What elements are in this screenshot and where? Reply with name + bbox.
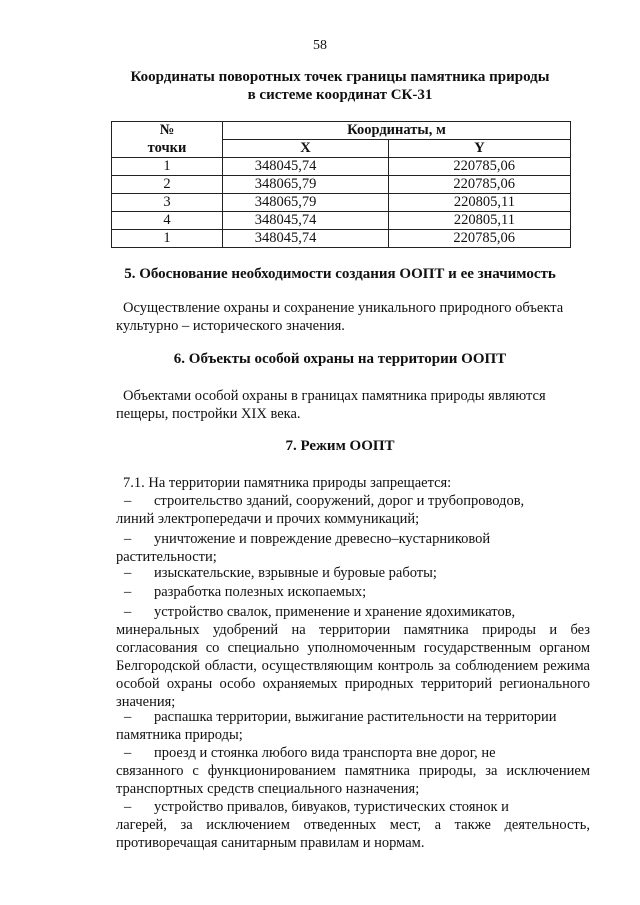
list-item-continuation: растительности;: [116, 549, 217, 565]
list-item-first-line: изыскательские, взрывные и буровые работы;: [154, 565, 437, 581]
title-line-1: Координаты поворотных точек границы памятника природы: [130, 69, 550, 85]
table-row: [112, 176, 571, 194]
table-row: [112, 212, 571, 230]
table-row: [112, 194, 571, 212]
cell-x: 348065,79: [223, 194, 389, 212]
list-item: [116, 708, 590, 744]
cell-y: 220805,11: [389, 212, 571, 230]
header-y: Y: [389, 140, 571, 158]
list-item: [116, 492, 590, 528]
cell-x: 348045,74: [223, 158, 389, 176]
section-5-heading: 5. Обоснование необходимости создания ООПТ и ее значимость: [124, 266, 556, 282]
list-item-first-line: строительство зданий, сооружений, дорог и трубопроводов,: [154, 493, 525, 509]
list-item: [116, 603, 590, 711]
list-dash: –: [124, 531, 132, 547]
table-row: [112, 230, 571, 248]
table-row: [112, 158, 571, 176]
list-item-first-line: уничтожение и повреждение древесно–кустарниковой: [154, 531, 491, 547]
list-item-continuation: лагерей, за исключением отведенных мест, а также деятельность, противоречащая санитарным правилам и нормам.: [116, 817, 590, 851]
list-item-first-line: проезд и стоянка любого вида транспорта вне дорог, не: [154, 745, 496, 761]
list-dash: –: [124, 493, 132, 509]
list-item-continuation: памятника природы;: [116, 727, 243, 743]
list-item-continuation: линий электропередачи и прочих коммуникаций;: [116, 511, 420, 527]
list-dash: –: [124, 745, 132, 761]
header-coordinates: Координаты, м: [223, 122, 571, 140]
cell-y: 220785,06: [389, 158, 571, 176]
header-point-label: точки: [112, 140, 223, 158]
list-item: [116, 744, 590, 798]
section-7-heading: 7. Режим ООПТ: [285, 438, 395, 454]
list-item-first-line: устройство привалов, бивуаков, туристических стоянок и: [154, 799, 509, 815]
section-6-heading: 6. Объекты особой охраны на территории ООПТ: [173, 351, 507, 367]
cell-x: 348045,74: [223, 212, 389, 230]
cell-point: 2: [112, 176, 223, 194]
list-item-continuation: минеральных удобрений на территории памятника природы и без согласования со специально уполномоченным государственным органом Белгородской области, осуществляющим контроль за соблюдением режима особой охраны особо охраняемых природных территорий регионального значения;: [116, 622, 590, 710]
list-dash: –: [124, 584, 132, 600]
header-x: X: [223, 140, 389, 158]
section-5-line-1: Осуществление охраны и сохранение уникального природного объекта: [123, 300, 564, 316]
list-item-first-line: устройство свалок, применение и хранение ядохимикатов,: [154, 604, 516, 620]
list-item-first-line: распашка территории, выжигание растительности на территории: [154, 709, 557, 725]
section-6-line-1: Объектами особой охраны в границах памятника природы являются: [123, 388, 546, 404]
coordinates-title: [60, 68, 620, 104]
cell-y: 220785,06: [389, 176, 571, 194]
list-dash: –: [124, 604, 132, 620]
cell-y: 220805,11: [389, 194, 571, 212]
list-item: [116, 583, 590, 601]
header-point-no: №: [112, 122, 223, 140]
cell-x: 348045,74: [223, 230, 389, 248]
cell-point: 4: [112, 212, 223, 230]
cell-x: 348065,79: [223, 176, 389, 194]
cell-y: 220785,06: [389, 230, 571, 248]
section-6-line-2: пещеры, постройки XIX века.: [116, 406, 301, 422]
section-7-intro-text: 7.1. На территории памятника природы запрещается:: [123, 475, 452, 491]
list-dash: –: [124, 799, 132, 815]
list-item: [116, 798, 590, 852]
section-6-text: [116, 387, 590, 423]
section-7-intro: [116, 474, 590, 492]
list-dash: –: [124, 565, 132, 581]
coordinates-table: [111, 121, 571, 248]
page-number: 58: [313, 38, 327, 53]
cell-point: 1: [112, 158, 223, 176]
cell-point: 1: [112, 230, 223, 248]
list-dash: –: [124, 709, 132, 725]
list-item-first-line: разработка полезных ископаемых;: [154, 584, 367, 600]
section-5-text: [116, 299, 590, 335]
list-item-continuation: связанного с функционированием памятника природы, за исключением транспортных средств специального назначения;: [116, 763, 590, 797]
list-item: [116, 530, 590, 566]
list-item: [116, 564, 590, 582]
title-line-2: в системе координат СК-31: [247, 87, 433, 103]
section-5-line-2: культурно – исторического значения.: [116, 318, 345, 334]
cell-point: 3: [112, 194, 223, 212]
